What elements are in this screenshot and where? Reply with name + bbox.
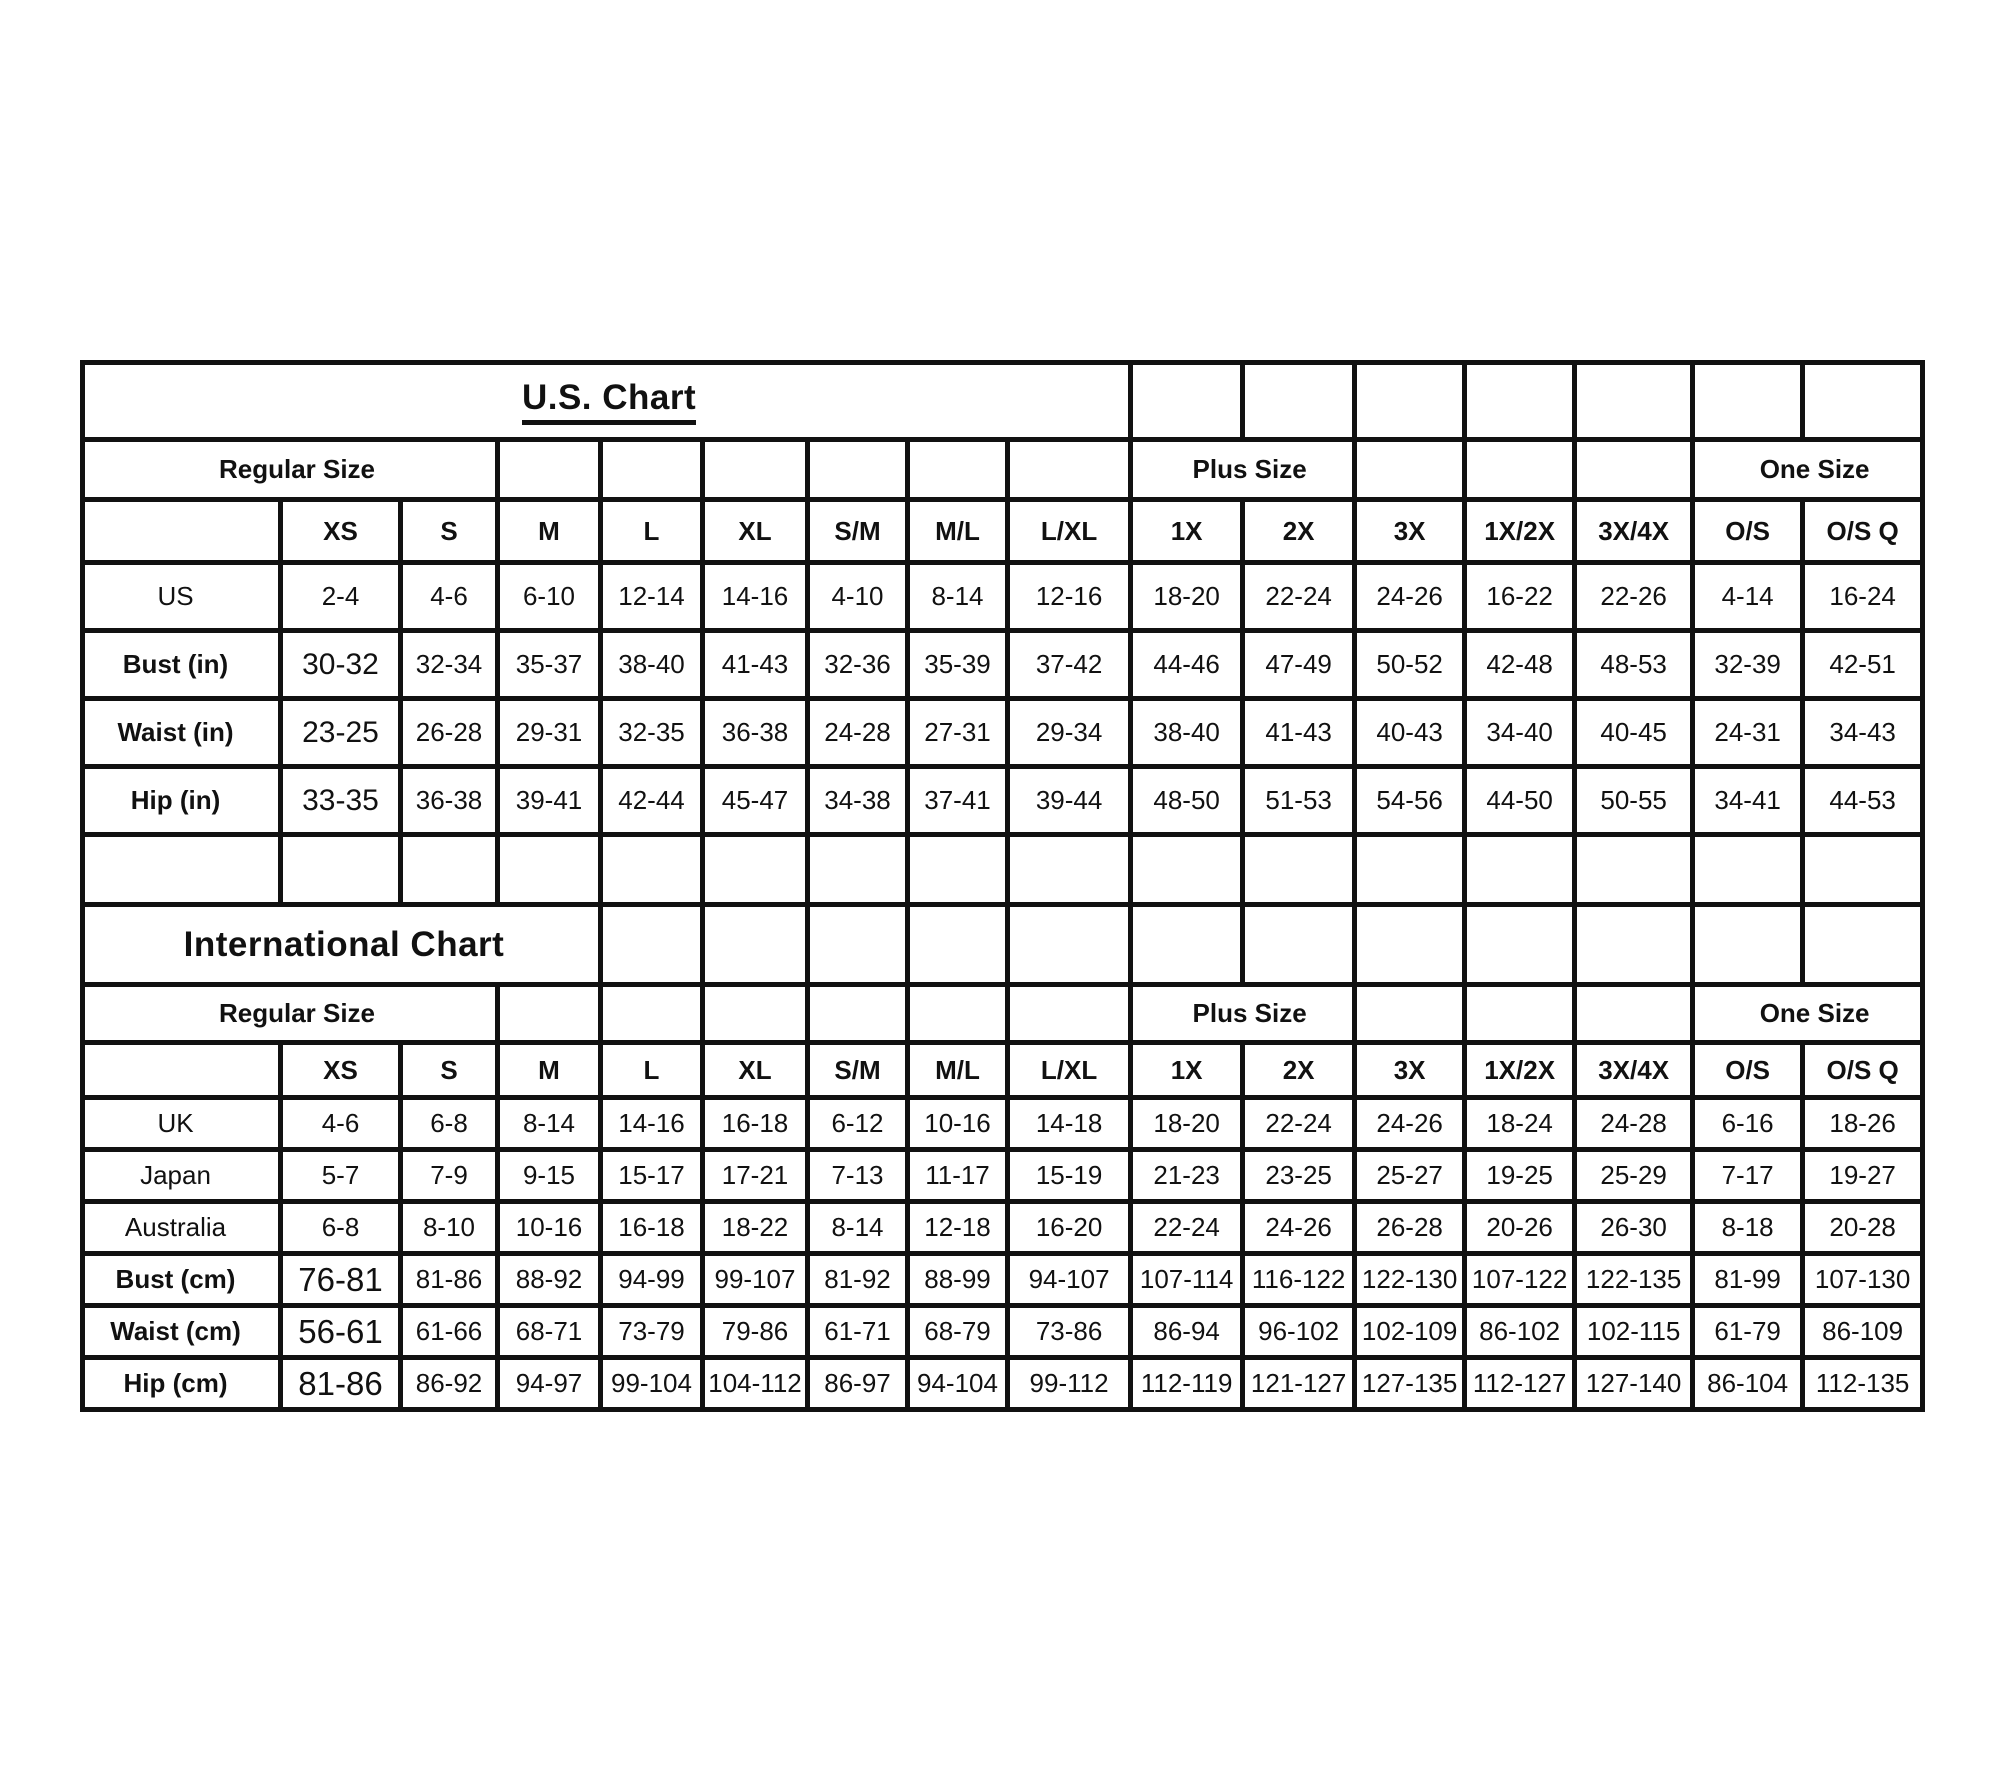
- empty-cell: [1131, 905, 1243, 985]
- size-value-cell: 116-122: [1243, 1254, 1355, 1306]
- size-value-cell: 20-26: [1465, 1202, 1575, 1254]
- empty-cell: [1575, 363, 1693, 440]
- size-value-cell: 5-7: [281, 1150, 401, 1202]
- empty-cell: [1575, 905, 1693, 985]
- size-value-cell: 42-44: [601, 767, 703, 835]
- empty-cell: [1243, 905, 1355, 985]
- empty-cell: [908, 905, 1008, 985]
- empty-cell: [1355, 905, 1465, 985]
- size-value-cell: 81-92: [808, 1254, 908, 1306]
- size-chart-table: [80, 360, 1925, 1412]
- size-value-cell: 122-130: [1355, 1254, 1465, 1306]
- one-size-label: One Size: [1693, 440, 1923, 500]
- size-value-cell: 94-99: [601, 1254, 703, 1306]
- empty-cell: [808, 985, 908, 1043]
- size-value-cell: 20-28: [1803, 1202, 1923, 1254]
- size-value-cell: 18-22: [703, 1202, 808, 1254]
- plus-size-label: Plus Size: [1131, 985, 1355, 1043]
- size-value-cell: 4-6: [281, 1098, 401, 1150]
- size-header: 1X/2X: [1465, 1043, 1575, 1098]
- size-value-cell: 8-14: [908, 563, 1008, 631]
- size-value-cell: 68-71: [498, 1306, 601, 1358]
- size-value-cell: 45-47: [703, 767, 808, 835]
- empty-cell: [703, 835, 808, 905]
- size-value-cell: 7-13: [808, 1150, 908, 1202]
- size-value-cell: 86-109: [1803, 1306, 1923, 1358]
- size-value-cell: 47-49: [1243, 631, 1355, 699]
- empty-cell: [1693, 905, 1803, 985]
- empty-cell: [703, 905, 808, 985]
- empty-cell: [1693, 363, 1803, 440]
- empty-cell: [1803, 905, 1923, 985]
- empty-cell: [1465, 440, 1575, 500]
- size-value-cell: 6-10: [498, 563, 601, 631]
- size-value-cell: 35-37: [498, 631, 601, 699]
- empty-cell: [1243, 363, 1355, 440]
- row-label: Bust (in): [83, 631, 281, 699]
- size-value-cell: 94-97: [498, 1358, 601, 1410]
- size-value-cell: 94-107: [1008, 1254, 1131, 1306]
- size-value-cell: 107-130: [1803, 1254, 1923, 1306]
- us-chart-title-cell: [83, 363, 1131, 440]
- empty-cell: [1355, 835, 1465, 905]
- size-header: L/XL: [1008, 1043, 1131, 1098]
- empty-cell: [1131, 363, 1243, 440]
- empty-cell: [703, 440, 808, 500]
- size-value-cell: 73-86: [1008, 1306, 1131, 1358]
- size-header: O/S: [1693, 500, 1803, 563]
- size-value-cell: 38-40: [1131, 699, 1243, 767]
- size-value-cell: 32-35: [601, 699, 703, 767]
- size-value-cell: 102-109: [1355, 1306, 1465, 1358]
- size-value-cell: 17-21: [703, 1150, 808, 1202]
- empty-cell: [1008, 835, 1131, 905]
- size-value-cell: 6-16: [1693, 1098, 1803, 1150]
- empty-cell: [498, 985, 601, 1043]
- size-header: L: [601, 500, 703, 563]
- size-header: S/M: [808, 1043, 908, 1098]
- size-value-cell: 81-99: [1693, 1254, 1803, 1306]
- empty-cell: [498, 440, 601, 500]
- empty-cell: [908, 440, 1008, 500]
- size-header: L: [601, 1043, 703, 1098]
- size-value-cell: 121-127: [1243, 1358, 1355, 1410]
- size-value-cell: 122-135: [1575, 1254, 1693, 1306]
- size-value-cell: 10-16: [908, 1098, 1008, 1150]
- size-header: XL: [703, 1043, 808, 1098]
- size-value-cell: 41-43: [1243, 699, 1355, 767]
- empty-cell: [601, 905, 703, 985]
- regular-size-label: Regular Size: [83, 985, 498, 1043]
- size-value-cell: 23-25: [1243, 1150, 1355, 1202]
- size-value-cell: 48-50: [1131, 767, 1243, 835]
- size-value-cell: 107-122: [1465, 1254, 1575, 1306]
- size-header: XL: [703, 500, 808, 563]
- size-header: S/M: [808, 500, 908, 563]
- corner-cell: [83, 1043, 281, 1098]
- row-label: Japan: [83, 1150, 281, 1202]
- empty-cell: [1355, 363, 1465, 440]
- size-value-cell: 99-107: [703, 1254, 808, 1306]
- size-value-cell: 50-52: [1355, 631, 1465, 699]
- row-label: Waist (cm): [83, 1306, 281, 1358]
- empty-cell: [498, 835, 601, 905]
- size-value-cell: 16-22: [1465, 563, 1575, 631]
- size-header: M/L: [908, 1043, 1008, 1098]
- empty-cell: [1008, 905, 1131, 985]
- row-label: Bust (cm): [83, 1254, 281, 1306]
- size-header: 3X/4X: [1575, 1043, 1693, 1098]
- size-value-cell: 37-41: [908, 767, 1008, 835]
- size-value-cell: 34-40: [1465, 699, 1575, 767]
- size-value-cell: 34-41: [1693, 767, 1803, 835]
- empty-cell: [1465, 985, 1575, 1043]
- size-value-cell: 42-51: [1803, 631, 1923, 699]
- empty-cell: [808, 835, 908, 905]
- size-value-cell: 32-39: [1693, 631, 1803, 699]
- size-value-cell: 40-45: [1575, 699, 1693, 767]
- size-value-cell: 9-15: [498, 1150, 601, 1202]
- size-value-cell: 18-20: [1131, 563, 1243, 631]
- size-value-cell: 68-79: [908, 1306, 1008, 1358]
- empty-cell: [1693, 835, 1803, 905]
- size-value-cell: 73-79: [601, 1306, 703, 1358]
- size-value-cell: 18-20: [1131, 1098, 1243, 1150]
- size-value-cell: 94-104: [908, 1358, 1008, 1410]
- size-value-cell: 26-30: [1575, 1202, 1693, 1254]
- empty-cell: [1243, 835, 1355, 905]
- size-value-cell: 26-28: [401, 699, 498, 767]
- size-value-cell: 88-92: [498, 1254, 601, 1306]
- empty-cell: [1575, 985, 1693, 1043]
- empty-cell: [1575, 440, 1693, 500]
- size-value-cell: 24-31: [1693, 699, 1803, 767]
- size-value-cell: 8-14: [808, 1202, 908, 1254]
- size-header: S: [401, 1043, 498, 1098]
- size-header: 3X: [1355, 1043, 1465, 1098]
- size-value-cell: 14-18: [1008, 1098, 1131, 1150]
- empty-cell: [1803, 835, 1923, 905]
- size-value-cell: 36-38: [703, 699, 808, 767]
- size-header: 2X: [1243, 1043, 1355, 1098]
- size-value-cell: 36-38: [401, 767, 498, 835]
- size-chart-body: [83, 363, 1923, 1410]
- one-size-label: One Size: [1693, 985, 1923, 1043]
- us-chart-title: U.S. Chart: [522, 378, 696, 425]
- empty-cell: [1355, 985, 1465, 1043]
- size-value-cell: 30-32: [281, 631, 401, 699]
- empty-cell: [1465, 835, 1575, 905]
- empty-cell: [703, 985, 808, 1043]
- size-value-cell: 32-36: [808, 631, 908, 699]
- size-value-cell: 86-104: [1693, 1358, 1803, 1410]
- row-label: Waist (in): [83, 699, 281, 767]
- size-value-cell: 112-135: [1803, 1358, 1923, 1410]
- empty-cell: [808, 905, 908, 985]
- size-value-cell: 26-28: [1355, 1202, 1465, 1254]
- row-label: Hip (cm): [83, 1358, 281, 1410]
- size-value-cell: 12-14: [601, 563, 703, 631]
- size-value-cell: 112-127: [1465, 1358, 1575, 1410]
- size-value-cell: 104-112: [703, 1358, 808, 1410]
- regular-size-label: Regular Size: [83, 440, 498, 500]
- size-value-cell: 99-112: [1008, 1358, 1131, 1410]
- size-value-cell: 127-135: [1355, 1358, 1465, 1410]
- size-value-cell: 25-29: [1575, 1150, 1693, 1202]
- size-value-cell: 15-19: [1008, 1150, 1131, 1202]
- size-header: 1X/2X: [1465, 500, 1575, 563]
- size-value-cell: 86-97: [808, 1358, 908, 1410]
- size-header: XS: [281, 500, 401, 563]
- intl-chart-title: International Chart: [183, 924, 505, 964]
- size-value-cell: 24-26: [1355, 563, 1465, 631]
- empty-cell: [1008, 440, 1131, 500]
- size-value-cell: 8-14: [498, 1098, 601, 1150]
- size-header: XS: [281, 1043, 401, 1098]
- size-value-cell: 79-86: [703, 1306, 808, 1358]
- size-value-cell: 96-102: [1243, 1306, 1355, 1358]
- size-value-cell: 29-34: [1008, 699, 1131, 767]
- size-value-cell: 54-56: [1355, 767, 1465, 835]
- size-value-cell: 22-24: [1131, 1202, 1243, 1254]
- size-value-cell: 99-104: [601, 1358, 703, 1410]
- size-value-cell: 51-53: [1243, 767, 1355, 835]
- size-value-cell: 7-9: [401, 1150, 498, 1202]
- size-value-cell: 6-8: [281, 1202, 401, 1254]
- empty-cell: [1355, 440, 1465, 500]
- row-label: Australia: [83, 1202, 281, 1254]
- size-value-cell: 14-16: [703, 563, 808, 631]
- size-value-cell: 24-28: [1575, 1098, 1693, 1150]
- size-value-cell: 34-43: [1803, 699, 1923, 767]
- size-header: S: [401, 500, 498, 563]
- empty-cell: [281, 835, 401, 905]
- size-value-cell: 22-24: [1243, 563, 1355, 631]
- size-value-cell: 21-23: [1131, 1150, 1243, 1202]
- size-value-cell: 24-28: [808, 699, 908, 767]
- size-value-cell: 25-27: [1355, 1150, 1465, 1202]
- size-value-cell: 86-92: [401, 1358, 498, 1410]
- size-value-cell: 11-17: [908, 1150, 1008, 1202]
- size-value-cell: 107-114: [1131, 1254, 1243, 1306]
- size-value-cell: 37-42: [1008, 631, 1131, 699]
- size-value-cell: 33-35: [281, 767, 401, 835]
- empty-cell: [908, 835, 1008, 905]
- size-value-cell: 50-55: [1575, 767, 1693, 835]
- size-value-cell: 56-61: [281, 1306, 401, 1358]
- size-value-cell: 8-18: [1693, 1202, 1803, 1254]
- empty-cell: [1803, 363, 1923, 440]
- size-value-cell: 38-40: [601, 631, 703, 699]
- size-header: 2X: [1243, 500, 1355, 563]
- size-value-cell: 4-6: [401, 563, 498, 631]
- size-value-cell: 27-31: [908, 699, 1008, 767]
- size-value-cell: 18-26: [1803, 1098, 1923, 1150]
- size-value-cell: 81-86: [281, 1358, 401, 1410]
- size-value-cell: 48-53: [1575, 631, 1693, 699]
- size-value-cell: 41-43: [703, 631, 808, 699]
- size-header: 3X/4X: [1575, 500, 1693, 563]
- size-value-cell: 4-10: [808, 563, 908, 631]
- size-value-cell: 76-81: [281, 1254, 401, 1306]
- size-value-cell: 10-16: [498, 1202, 601, 1254]
- size-value-cell: 16-18: [601, 1202, 703, 1254]
- size-value-cell: 14-16: [601, 1098, 703, 1150]
- size-value-cell: 12-18: [908, 1202, 1008, 1254]
- empty-cell: [808, 440, 908, 500]
- size-value-cell: 2-4: [281, 563, 401, 631]
- size-value-cell: 19-25: [1465, 1150, 1575, 1202]
- size-header: M/L: [908, 500, 1008, 563]
- size-value-cell: 22-24: [1243, 1098, 1355, 1150]
- size-value-cell: 4-14: [1693, 563, 1803, 631]
- size-value-cell: 16-18: [703, 1098, 808, 1150]
- size-value-cell: 15-17: [601, 1150, 703, 1202]
- size-value-cell: 34-38: [808, 767, 908, 835]
- size-value-cell: 32-34: [401, 631, 498, 699]
- size-value-cell: 88-99: [908, 1254, 1008, 1306]
- size-value-cell: 61-71: [808, 1306, 908, 1358]
- size-header: 3X: [1355, 500, 1465, 563]
- size-value-cell: 86-102: [1465, 1306, 1575, 1358]
- size-value-cell: 19-27: [1803, 1150, 1923, 1202]
- row-label: US: [83, 563, 281, 631]
- size-value-cell: 23-25: [281, 699, 401, 767]
- empty-cell: [83, 835, 281, 905]
- size-value-cell: 22-26: [1575, 563, 1693, 631]
- size-header: O/S: [1693, 1043, 1803, 1098]
- size-header: 1X: [1131, 500, 1243, 563]
- size-header: 1X: [1131, 1043, 1243, 1098]
- size-value-cell: 86-94: [1131, 1306, 1243, 1358]
- size-value-cell: 18-24: [1465, 1098, 1575, 1150]
- empty-cell: [601, 985, 703, 1043]
- empty-cell: [908, 985, 1008, 1043]
- empty-cell: [1008, 985, 1131, 1043]
- size-value-cell: 24-26: [1355, 1098, 1465, 1150]
- size-header: O/S Q: [1803, 1043, 1923, 1098]
- size-value-cell: 16-20: [1008, 1202, 1131, 1254]
- size-value-cell: 102-115: [1575, 1306, 1693, 1358]
- size-value-cell: 7-17: [1693, 1150, 1803, 1202]
- size-value-cell: 44-53: [1803, 767, 1923, 835]
- size-value-cell: 8-10: [401, 1202, 498, 1254]
- size-value-cell: 29-31: [498, 699, 601, 767]
- intl-chart-title-cell: [83, 905, 601, 985]
- size-value-cell: 44-50: [1465, 767, 1575, 835]
- row-label: Hip (in): [83, 767, 281, 835]
- empty-cell: [601, 835, 703, 905]
- size-header: M: [498, 500, 601, 563]
- size-value-cell: 61-79: [1693, 1306, 1803, 1358]
- size-value-cell: 6-8: [401, 1098, 498, 1150]
- size-value-cell: 16-24: [1803, 563, 1923, 631]
- size-header: O/S Q: [1803, 500, 1923, 563]
- size-value-cell: 40-43: [1355, 699, 1465, 767]
- empty-cell: [1131, 835, 1243, 905]
- empty-cell: [1465, 905, 1575, 985]
- size-value-cell: 42-48: [1465, 631, 1575, 699]
- size-value-cell: 39-41: [498, 767, 601, 835]
- empty-cell: [601, 440, 703, 500]
- size-value-cell: 12-16: [1008, 563, 1131, 631]
- plus-size-label: Plus Size: [1131, 440, 1355, 500]
- size-value-cell: 112-119: [1131, 1358, 1243, 1410]
- size-value-cell: 24-26: [1243, 1202, 1355, 1254]
- corner-cell: [83, 500, 281, 563]
- row-label: UK: [83, 1098, 281, 1150]
- empty-cell: [401, 835, 498, 905]
- size-header: M: [498, 1043, 601, 1098]
- size-value-cell: 44-46: [1131, 631, 1243, 699]
- size-value-cell: 6-12: [808, 1098, 908, 1150]
- size-value-cell: 127-140: [1575, 1358, 1693, 1410]
- empty-cell: [1575, 835, 1693, 905]
- size-header: L/XL: [1008, 500, 1131, 563]
- size-value-cell: 81-86: [401, 1254, 498, 1306]
- size-value-cell: 61-66: [401, 1306, 498, 1358]
- size-value-cell: 35-39: [908, 631, 1008, 699]
- size-value-cell: 39-44: [1008, 767, 1131, 835]
- empty-cell: [1465, 363, 1575, 440]
